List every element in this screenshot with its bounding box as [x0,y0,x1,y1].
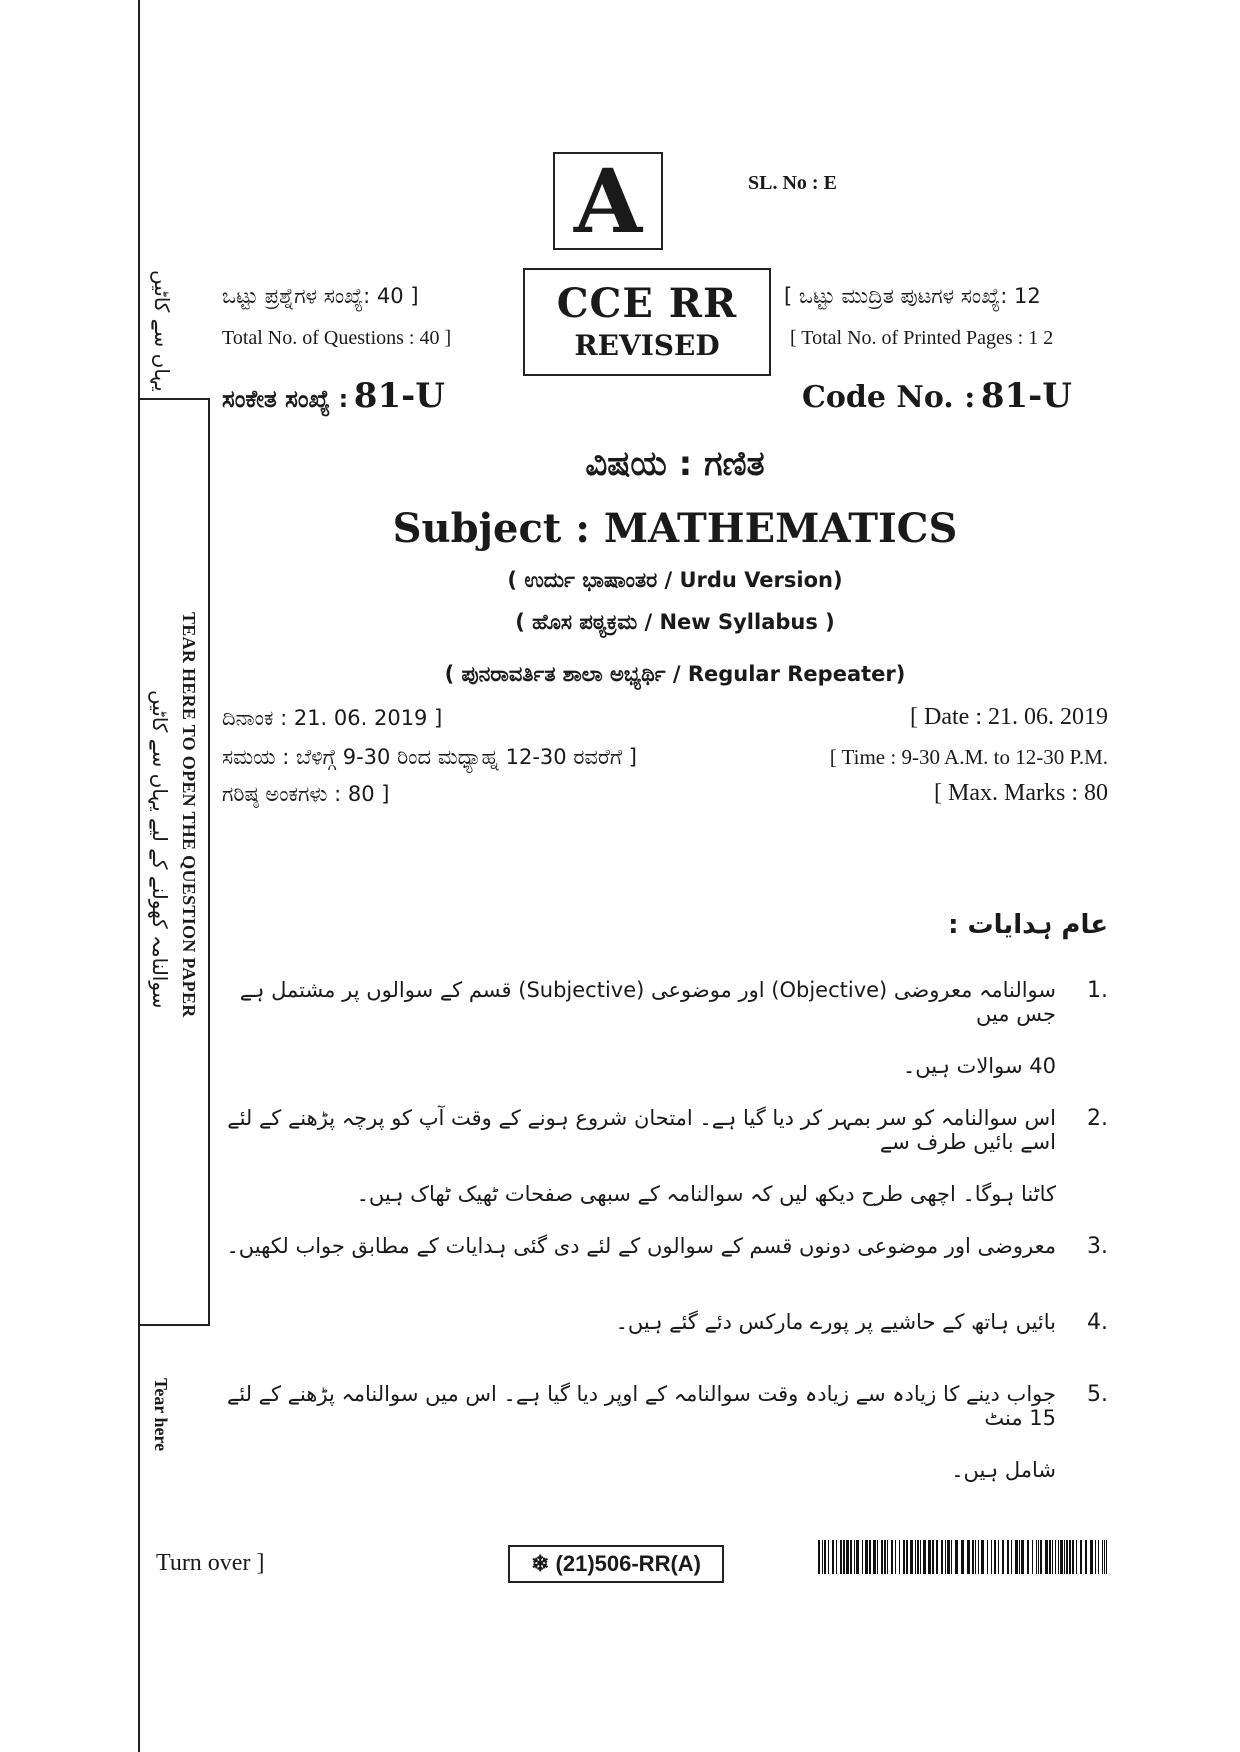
exam-subtitle: REVISED [574,329,720,362]
barcode-bar [846,1540,849,1574]
barcode-bar [903,1540,905,1574]
instruction-3 [222,1234,1108,1258]
barcode-bar [981,1540,984,1574]
barcode-bar [961,1540,964,1574]
barcode-bar [822,1540,823,1574]
version-line: ( ಉರ್ದು ಭಾಷಾಂತರ / Urdu Version) [507,568,843,592]
marks-kannada: ಗರಿಷ್ಠ ಅಂಕಗಳು : 80 ] [222,782,390,806]
barcode-bar [932,1540,934,1574]
barcode-bar [1064,1540,1065,1574]
barcode-bar [887,1540,888,1574]
barcode-bar [1090,1540,1093,1574]
barcode-bar [1085,1540,1087,1574]
instruction-5 [222,1382,1108,1482]
barcode-bar [1060,1540,1063,1574]
barcode-bar [915,1540,916,1574]
barcode-bar [865,1540,868,1574]
code-english [802,376,1072,416]
code-kannada-label: ಸಂಕೇತ ಸಂಖ್ಯೆ : [222,385,349,413]
barcode-bar [1055,1540,1056,1574]
barcode-bar [1007,1540,1009,1574]
barcode-bar [856,1540,859,1574]
barcode-bar [906,1540,908,1574]
barcode-bar [1069,1540,1071,1574]
exam-title-box [523,268,771,376]
barcode-bar [895,1540,896,1574]
barcode-bar [991,1540,992,1574]
barcode-bar [869,1540,871,1574]
version-letter: A [573,149,643,253]
barcode-bar [998,1540,999,1574]
barcode-bar [1027,1540,1029,1574]
instructions-heading: عام ہدایات : [948,910,1108,940]
barcode-bar [840,1540,842,1574]
barcode-bar [936,1540,938,1574]
total-questions-kannada: ಒಟ್ಟು ಪ್ರಶ್ನೆಗಳ ಸಂಖ್ಯೆ: 40 ] [222,284,419,308]
barcode-bar [947,1540,950,1574]
barcode-bar [1040,1540,1042,1574]
barcode-bar [1095,1540,1096,1574]
barcode-bar [967,1540,970,1574]
paper-code: ❄ (21)506-RR(A) [530,1551,702,1576]
serial-number: SL. No : E [748,172,837,194]
instruction-line: کاٹنا ہوگا۔ اچھی طرح دیکھ لیں کہ سوالنامہ کے سبھی صفحات ٹھیک ٹھاک ہیں۔ [356,1182,1056,1206]
instruction-4 [222,1310,1108,1334]
instruction-2 [222,1106,1108,1206]
turn-over-label: Turn over ] [156,1550,265,1576]
barcode-bar [1066,1540,1068,1574]
barcode-bar [873,1540,876,1574]
barcode-bar [1036,1540,1037,1574]
barcode-bar [881,1540,883,1574]
barcode-bar [862,1540,863,1574]
barcode-bar [1032,1540,1033,1574]
side-urdu-top: یہاں سے کاٹیں [150,270,174,392]
barcode-bar [978,1540,979,1574]
barcode-bar [1072,1540,1074,1574]
total-pages-english: [ Total No. of Printed Pages : 1 2 [790,327,1054,349]
instruction-line: جواب دینے کا زیادہ سے زیادہ وقت سوالنامہ کے اوپر دیا گیا ہے۔ اس میں سوالنامہ پڑھنے کے لئے 15 منٹ [226,1382,1056,1430]
barcode-bar [854,1540,855,1574]
instruction-line: اس سوالنامہ کو سر بمہر کر دیا گیا ہے۔ امتحان شروع ہونے کے وقت آپ کو پرچہ پڑھنے کے لئے اسے بائیں طرف سے [227,1106,1056,1154]
total-questions-english: Total No. of Questions : 40 ] [222,327,452,349]
instruction-line: شامل ہیں۔ [951,1458,1056,1482]
barcode-bar [994,1540,996,1574]
instruction-number: 4. [1087,1310,1108,1335]
instruction-number: 1. [1087,978,1108,1003]
barcode-bar [1038,1540,1039,1574]
instruction-number: 5. [1087,1382,1108,1407]
time-english: [ Time : 9-30 A.M. to 12-30 P.M. [829,745,1108,769]
barcode-bar [975,1540,976,1574]
barcode-bar [928,1540,931,1574]
code-english-value: 81-U [980,376,1072,416]
barcode-bar [972,1540,974,1574]
barcode-bar [945,1540,946,1574]
barcode-bar [843,1540,845,1574]
barcode-bar [955,1540,958,1574]
code-kannada-value: 81-U [353,376,445,416]
instruction-number: 3. [1087,1234,1108,1259]
barcode-bar [1015,1540,1018,1574]
barcode-bar [891,1540,893,1574]
barcode-bar [850,1540,852,1574]
barcode-bar [1049,1540,1051,1574]
barcode-bar [923,1540,926,1574]
barcode-bar [1002,1540,1004,1574]
barcode-bar [1102,1540,1103,1574]
tear-here-label: Tear here [151,1378,171,1452]
paper-code-box [508,1545,724,1583]
instruction-line: معروضی اور موضوعی دونوں قسم کے سوالوں کے لئے دی گئی ہدایات کے مطابق جواب لکھیں۔ [226,1234,1056,1258]
version-box [553,149,663,253]
code-english-label: Code No. : [802,380,976,415]
code-kannada [222,376,445,416]
syllabus-line: ( ಹೊಸ ಪಠ್ಯಕ್ರಮ / New Syllabus ) [515,610,835,634]
candidate-line: ( ಪುನರಾವರ್ತಿತ ಶಾಲಾ ಅಭ್ಯರ್ಥಿ / Regular Repeater) [444,662,906,686]
barcode-bar [951,1540,952,1574]
barcode-bar [884,1540,886,1574]
barcode-bar [828,1540,829,1574]
barcode-bar [941,1540,943,1574]
date-kannada: ದಿನಾಂಕ : 21. 06. 2019 ] [222,706,443,730]
barcode-bar [899,1540,900,1574]
barcode-bar [877,1540,878,1574]
barcode-bar [920,1540,921,1574]
barcode-bar [836,1540,837,1574]
barcode-bar [1104,1540,1105,1574]
subject-english: Subject : MATHEMATICS [392,505,958,552]
barcode-bar [917,1540,919,1574]
total-pages-kannada: [ ಒಟ್ಟು ಮುದ್ರಿತ ಪುಟಗಳ ಸಂಖ್ಯೆ: 12 [784,284,1041,308]
tear-instruction: TEAR HERE TO OPEN THE QUESTION PAPER [179,612,199,1018]
instruction-line: 40 سوالات ہیں۔ [902,1054,1056,1078]
barcode-bar [824,1540,826,1574]
marks-english: [ Max. Marks : 80 [934,780,1108,806]
barcode-bar [910,1540,913,1574]
barcode-bar [818,1540,820,1574]
instruction-number: 2. [1087,1106,1108,1131]
barcode-bar [1021,1540,1024,1574]
barcode-bar [1106,1540,1107,1574]
instruction-1 [222,978,1108,1078]
instruction-line: بائیں ہاتھ کے حاشیے پر پورے مارکس دئے گئے ہیں۔ [615,1310,1056,1334]
barcode-bar [1052,1540,1053,1574]
barcode-bar [1011,1540,1012,1574]
exam-title: CCE RR [556,280,738,327]
barcode-bar [1045,1540,1048,1574]
barcode-bar [1080,1540,1082,1574]
barcode-bar [1098,1540,1099,1574]
barcode-bar [1076,1540,1077,1574]
barcode-bar [832,1540,834,1574]
time-kannada: ಸಮಯ : ಬೆಳಿಗ್ಗೆ 9-30 ರಿಂದ ಮಧ್ಯಾಹ್ನ 12-30 ರವರೆಗೆ ] [222,745,637,769]
barcode-bar [1019,1540,1020,1574]
subject-kannada: ವಿಷಯ : ಗಣಿತ [585,444,765,484]
barcode-bar [1058,1540,1059,1574]
barcode [818,1540,1108,1574]
date-english: [ Date : 21. 06. 2019 [910,704,1108,730]
instruction-line: سوالنامہ معروضی (Objective) اور موضوعی (Subjective) قسم کے سوالوں پر مشتمل ہے جس میں [239,978,1056,1026]
barcode-bar [987,1540,988,1574]
side-urdu-tear: سوالنامہ کھولنے کے لیے یہاں سے کاٹیں [148,690,172,1009]
